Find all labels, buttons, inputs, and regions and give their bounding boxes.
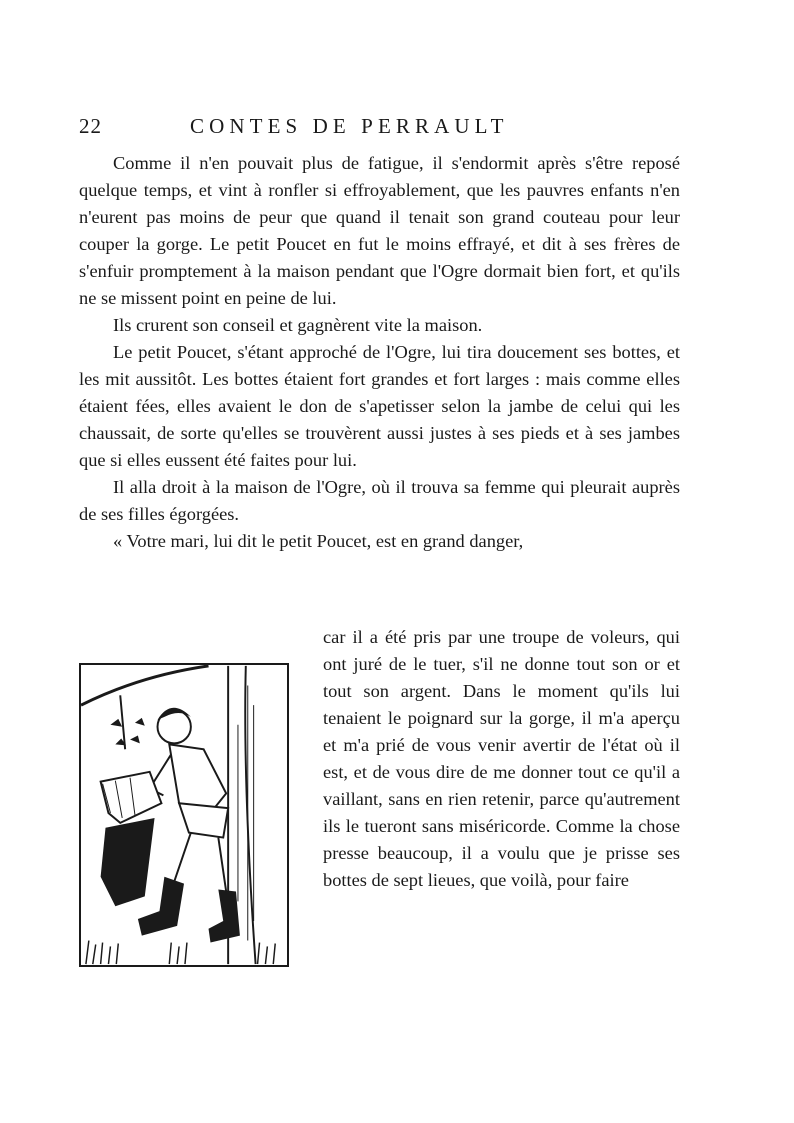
body-text: [79, 150, 680, 555]
paragraph: Comme il n'en pouvait plus de fatigue, il s'endormit après s'être reposé quelque temps, et vint à ronfler si effroyablement, que les pauvres enfants n'en n'eurent pas moins de peur que quand il tenait son grand couteau pour leur couper la gorge. Le petit Poucet en fut le moins effrayé, et dit à ses frères de s'enfuir promptement à la maison pendant que l'Ogre dormait bien fort, et qu'ils ne se missent point en peine de lui.: [79, 153, 680, 308]
paragraph: Ils crurent son conseil et gagnèrent vite la maison.: [113, 315, 483, 335]
paragraph: « Votre mari, lui dit le petit Poucet, est en grand danger,: [113, 531, 524, 551]
wrapped-text: [323, 624, 680, 894]
paragraph: Il alla droit à la maison de l'Ogre, où il trouva sa femme qui pleurait auprès de ses filles égorgées.: [79, 477, 680, 524]
page-number: 22: [79, 114, 102, 138]
running-title: CONTES DE PERRAULT: [190, 114, 509, 138]
illustration-poucet-boots: [79, 663, 289, 967]
paragraph-continuation: car il a été pris par une troupe de voleurs, qui ont juré de le tuer, s'il ne donne tout son or et tout son argent. Dans le moment qu'ils lui tenaient le poignard sur la gorge, il m'a aperçu et m'a prié de vous venir avertir de l'état où il est, et de vous dire de me donner tout ce qu'il a vaillant, sans en rien retenir, parce qu'autrement ils le tueront sans miséricorde. Comme la chose presse beaucoup, il a voulu que je prisse ses bottes de sept lieues, que voilà, pour faire: [323, 627, 680, 890]
woodcut-illustration: [81, 665, 287, 965]
paragraph: Le petit Poucet, s'étant approché de l'Ogre, lui tira doucement ses bottes, et les mit aussitôt. Les bottes étaient fort grandes et fort larges : mais comme elles étaient fées, elles avaient le don de s'apetisser selon la jambe de celui qui les chaussait, de sorte qu'elles se trouvèrent aussi justes à ses pieds et à ses jambes que si elles eussent été faites pour lui.: [79, 342, 680, 470]
